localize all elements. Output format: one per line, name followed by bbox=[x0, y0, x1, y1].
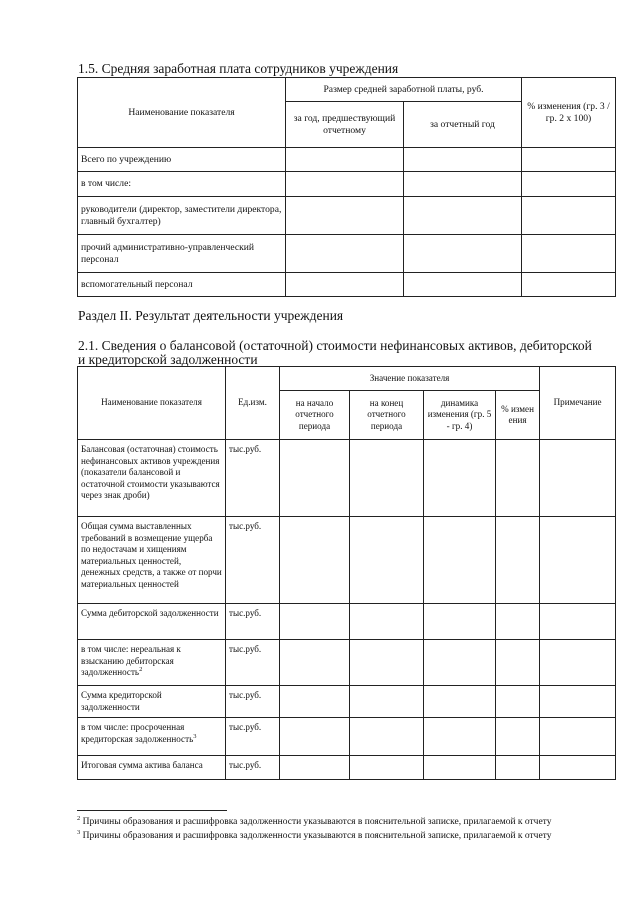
footnote-3 bbox=[77, 830, 551, 842]
section-2-title: Раздел II. Результат деятельности учреждения bbox=[78, 308, 344, 323]
col-report-year-header: за отчетный год bbox=[404, 102, 522, 148]
table-cell bbox=[496, 517, 540, 604]
row-label: вспомогательный персонал bbox=[78, 273, 286, 297]
table-cell bbox=[286, 197, 404, 235]
row-unit: тыс.руб. bbox=[226, 440, 280, 517]
row-label-text: Общая сумма выставленных требований в возмещение ущерба по недостачам и хищениям материальных ценностей, денежных средств, а также от порчи материальных ценностей bbox=[81, 521, 222, 589]
table-cell bbox=[522, 148, 616, 172]
col-prev-year-header: за год, предшествующий отчетному bbox=[286, 102, 404, 148]
row-label bbox=[78, 686, 226, 718]
footnote-ref-3: 3 bbox=[193, 732, 197, 740]
table-cell bbox=[496, 440, 540, 517]
table-cell bbox=[540, 718, 616, 756]
row-unit: тыс.руб. bbox=[226, 604, 280, 640]
table-cell bbox=[280, 756, 350, 780]
table-cell bbox=[424, 640, 496, 686]
col-unit-header: Ед.изм. bbox=[226, 367, 280, 440]
table-row bbox=[78, 756, 616, 780]
table-cell bbox=[350, 604, 424, 640]
row-unit: тыс.руб. bbox=[226, 640, 280, 686]
row-unit: тыс.руб. bbox=[226, 686, 280, 718]
table-cell bbox=[350, 517, 424, 604]
table-cell bbox=[286, 273, 404, 297]
table-row bbox=[78, 686, 616, 718]
row-label-text: в том числе: просроченная кредиторская задолженность bbox=[81, 722, 194, 744]
table-cell bbox=[496, 718, 540, 756]
table-cell bbox=[540, 756, 616, 780]
table-cell bbox=[280, 604, 350, 640]
table-cell bbox=[350, 756, 424, 780]
row-label-text: Балансовая (остаточная) стоимость нефинансовых активов учреждения (показатели балансовой и остаточной стоимости указываются через знак дроби) bbox=[81, 444, 220, 500]
table-cell bbox=[350, 440, 424, 517]
row-label bbox=[78, 604, 226, 640]
table-cell bbox=[404, 148, 522, 172]
table-cell bbox=[286, 235, 404, 273]
section-1-5-title: 1.5. Средняя заработная плата сотрудников учреждения bbox=[78, 61, 399, 76]
row-label: в том числе: bbox=[78, 172, 286, 197]
table-cell bbox=[286, 148, 404, 172]
table-row bbox=[78, 604, 616, 640]
row-label-text: Сумма кредиторской задолженности bbox=[81, 690, 162, 712]
col-percent-header: % измен ения bbox=[496, 391, 540, 440]
row-label: Всего по учреждению bbox=[78, 148, 286, 172]
footnote-2 bbox=[77, 816, 551, 828]
row-unit: тыс.руб. bbox=[226, 718, 280, 756]
table-cell bbox=[404, 235, 522, 273]
col-period-start-header: на начало отчетного периода bbox=[280, 391, 350, 440]
row-label: прочий административно-управленческий персонал bbox=[78, 235, 286, 273]
table-row bbox=[78, 197, 616, 235]
table-cell bbox=[350, 640, 424, 686]
table-row bbox=[78, 273, 616, 297]
section-2-1-title-line2: и кредиторской задолженности bbox=[78, 352, 258, 367]
table-row bbox=[78, 148, 616, 172]
table-cell bbox=[424, 756, 496, 780]
table-cell bbox=[496, 756, 540, 780]
table-cell bbox=[424, 517, 496, 604]
table-cell bbox=[522, 172, 616, 197]
table-cell bbox=[424, 604, 496, 640]
table-cell bbox=[404, 172, 522, 197]
table-cell bbox=[424, 686, 496, 718]
row-label: руководители (директор, заместители директора, главный бухгалтер) bbox=[78, 197, 286, 235]
table-cell bbox=[540, 640, 616, 686]
table-cell bbox=[540, 440, 616, 517]
table-cell bbox=[496, 640, 540, 686]
col-indicator-header: Наименование показателя bbox=[78, 78, 286, 148]
table-row bbox=[78, 718, 616, 756]
table-cell bbox=[540, 686, 616, 718]
table-cell bbox=[540, 604, 616, 640]
table-row bbox=[78, 640, 616, 686]
table-cell bbox=[280, 718, 350, 756]
table-cell bbox=[404, 273, 522, 297]
table-cell bbox=[540, 517, 616, 604]
assets-table-header-row bbox=[78, 367, 616, 391]
table-cell bbox=[522, 197, 616, 235]
table-row bbox=[78, 235, 616, 273]
table-cell bbox=[280, 686, 350, 718]
table-cell bbox=[280, 517, 350, 604]
footnote-ref-2: 2 bbox=[139, 666, 143, 673]
table-row bbox=[78, 172, 616, 197]
footnote-text: Причины образования и расшифровка задолженности указываются в пояснительной записке, прилагаемой к отчету bbox=[82, 817, 552, 827]
footnote-mark: 2 bbox=[77, 815, 81, 822]
footnote-text: Причины образования и расшифровка задолженности указываются в пояснительной записке, прилагаемой к отчету bbox=[82, 831, 552, 841]
row-label bbox=[78, 640, 226, 686]
row-label-text: Итоговая сумма актива баланса bbox=[81, 760, 203, 770]
col-salary-group-header: Размер средней заработной платы, руб. bbox=[286, 78, 522, 102]
table-cell bbox=[350, 686, 424, 718]
table-cell bbox=[404, 197, 522, 235]
row-label bbox=[78, 718, 226, 756]
col-value-group-header: Значение показателя bbox=[280, 367, 540, 391]
table-cell bbox=[350, 718, 424, 756]
table-cell bbox=[424, 718, 496, 756]
row-label-text: в том числе: нереальная к взысканию дебиторская задолженность bbox=[81, 644, 181, 677]
col-indicator-header: Наименование показателя bbox=[78, 367, 226, 440]
row-label bbox=[78, 517, 226, 604]
salary-table-header-row bbox=[78, 78, 616, 102]
table-cell bbox=[286, 172, 404, 197]
table-cell bbox=[522, 273, 616, 297]
footnote-mark: 3 bbox=[77, 829, 81, 836]
table-row bbox=[78, 440, 616, 517]
table-cell bbox=[280, 440, 350, 517]
table-cell bbox=[424, 440, 496, 517]
table-cell bbox=[496, 686, 540, 718]
footnote-divider bbox=[77, 810, 227, 811]
table-cell bbox=[522, 235, 616, 273]
table-cell bbox=[496, 604, 540, 640]
col-period-end-header: на конец отчетного периода bbox=[350, 391, 424, 440]
section-2-1-title-line1: 2.1. Сведения о балансовой (остаточной) стоимости нефинансовых активов, дебиторской bbox=[78, 338, 592, 353]
row-unit: тыс.руб. bbox=[226, 756, 280, 780]
table-row bbox=[78, 517, 616, 604]
row-label bbox=[78, 440, 226, 517]
row-label-text: Сумма дебиторской задолженности bbox=[81, 608, 219, 618]
salary-table bbox=[77, 77, 616, 297]
col-note-header: Примечание bbox=[540, 367, 616, 440]
table-cell bbox=[280, 640, 350, 686]
row-label bbox=[78, 756, 226, 780]
row-unit: тыс.руб. bbox=[226, 517, 280, 604]
col-dynamics-header: динамика изменения (гр. 5 - гр. 4) bbox=[424, 391, 496, 440]
assets-table bbox=[77, 366, 616, 780]
col-change-header: % изменения (гр. 3 / гр. 2 х 100) bbox=[522, 78, 616, 148]
